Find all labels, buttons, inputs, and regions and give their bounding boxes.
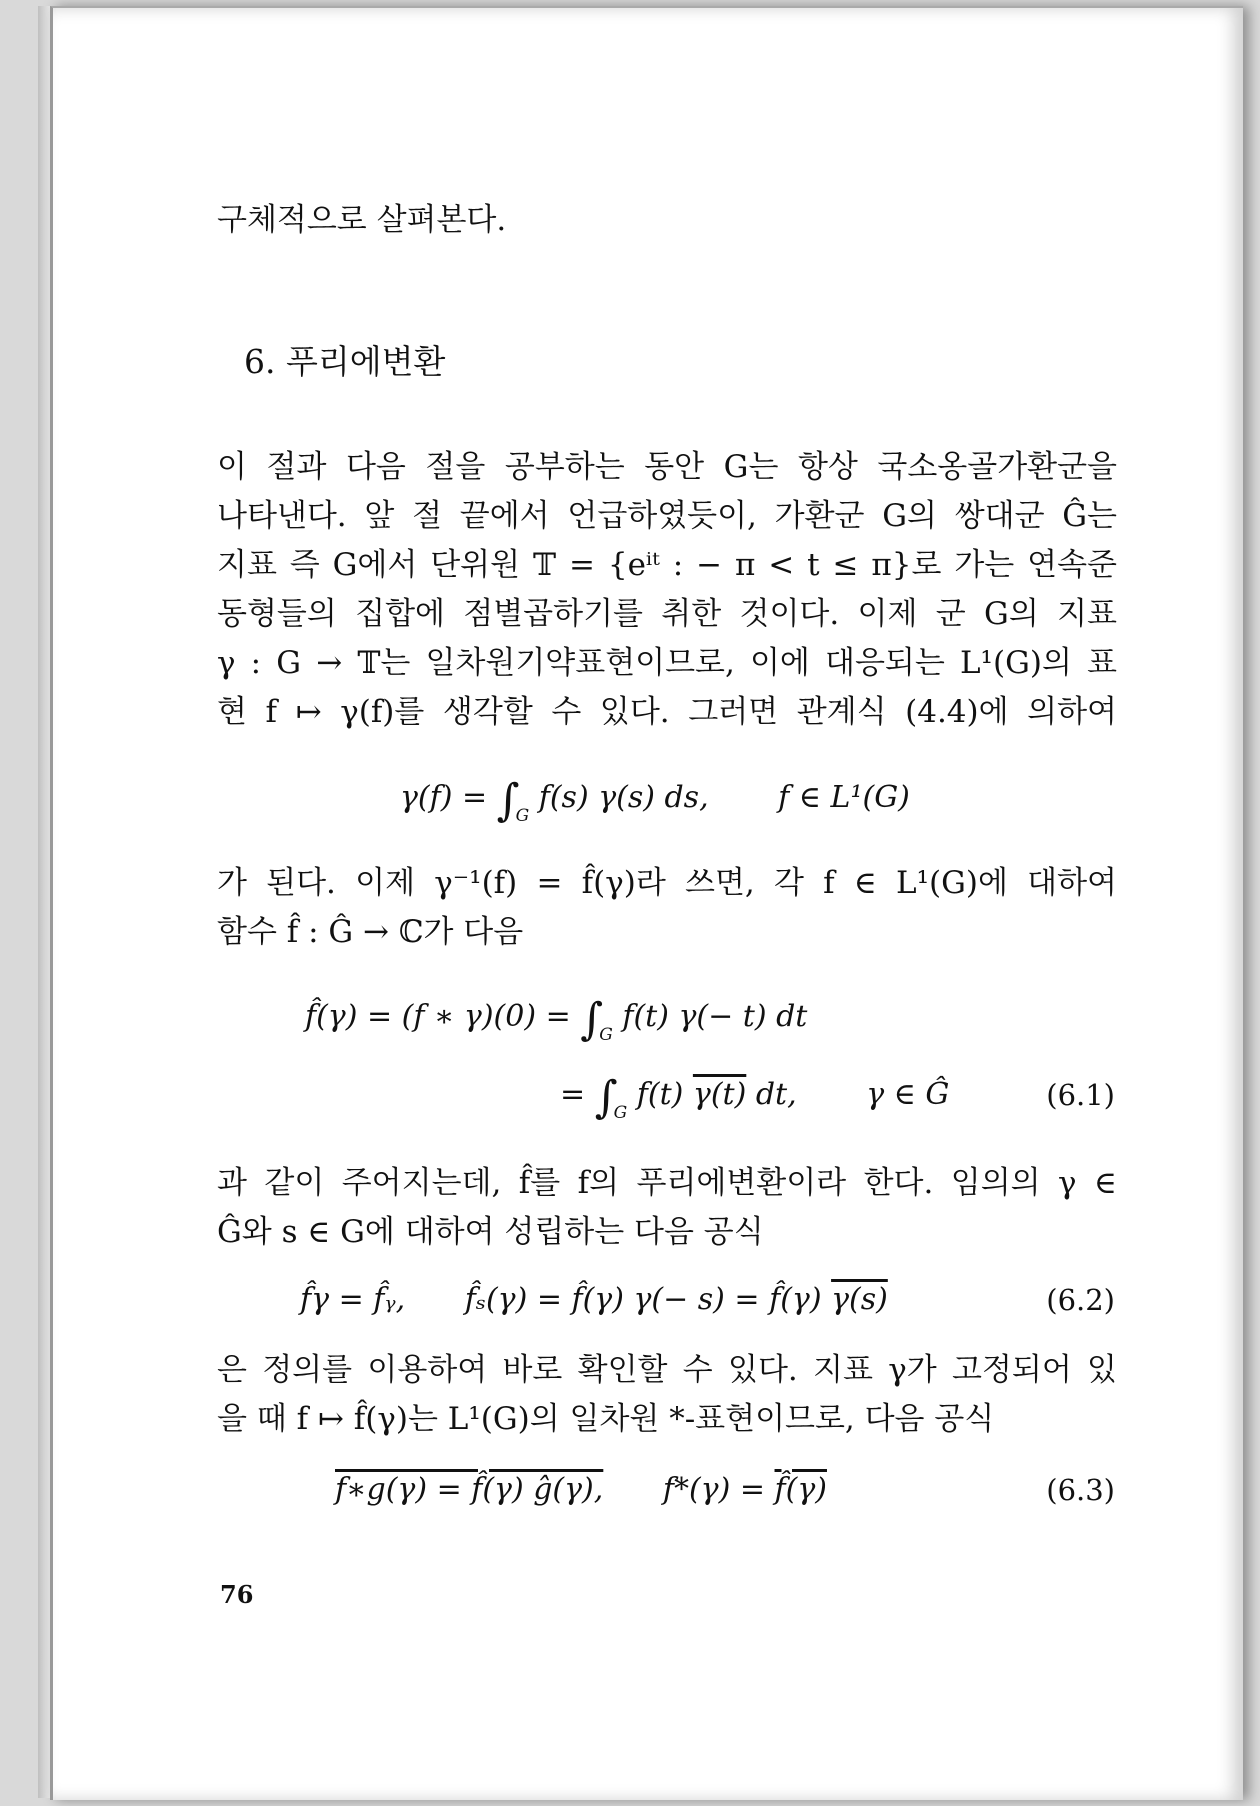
eq3-left: = [560,1077,586,1112]
text-line: 구체적으로 살펴본다. [217,202,507,238]
text-line: Ĝ와 s ∈ G에 대하여 성립하는 다음 공식 [217,1214,764,1250]
integral-subscript: G [613,1103,628,1123]
eq3-body-c: dt, [755,1077,797,1112]
equation-4 [300,1280,888,1320]
text-line: 지표 즉 G에서 단위원 𝕋 = {eⁱᵗ : − π < t ≤ π}로 가는 연속준 [217,547,1117,583]
eq3-body-a: f(t) [636,1077,684,1112]
equation-1 [400,775,910,836]
integral-sign: ∫ [594,1072,618,1123]
text-line: 함수 f̂ : Ĝ → ℂ가 다음 [217,914,524,950]
eq3-body-conj: γ(t) [692,1077,747,1112]
integral-subscript: G [599,1025,613,1045]
text-line: 현 f ↦ γ(f)를 생각할 수 있다. 그러면 관계식 (4.4)에 의하여 [217,694,1117,730]
eq5-a: f∗g(γ) = f̂(γ) ĝ(γ), [335,1472,604,1507]
eq4-a: f̂γ = f̂ᵧ, [300,1282,406,1317]
integral-sign: ∫ [496,775,520,826]
equation-number: (6.2) [1046,1283,1115,1317]
text-line: 동형들의 집합에 점별곱하기를 취한 것이다. 이제 군 G의 지표 [217,596,1117,632]
text-line: γ : G → 𝕋는 일차원기약표현이므로, 이에 대응되는 L¹(G)의 표 [217,645,1117,681]
equation-number: (6.3) [1046,1473,1115,1507]
section-heading: 6. 푸리에변환 [244,342,446,381]
book-page [50,6,1243,1800]
text-line: 이 절과 다음 절을 공부하는 동안 G는 항상 국소옹골가환군을 [217,449,1117,485]
integral-sign: ∫ [580,994,604,1045]
integral-subscript: G [515,806,530,826]
equation-2 [305,994,808,1055]
page-number: 76 [220,1580,254,1609]
eq1-left: γ(f) = [400,780,488,815]
eq1-body: f(s) γ(s) ds, [538,780,709,815]
eq2-left: f̂(γ) = (f ∗ γ)(0) = [305,999,571,1034]
text-line: 을 때 f ↦ f̂(γ)는 L¹(G)의 일차원 *-표현이므로, 다음 공식 [217,1401,995,1437]
text-line: 과 같이 주어지는데, f̂를 f의 푸리에변환이라 한다. 임의의 γ ∈ [217,1165,1117,1201]
text-line: 은 정의를 이용하여 바로 확인할 수 있다. 지표 γ가 고정되어 있 [217,1352,1117,1388]
eq4-conj: γ(s) [831,1282,888,1317]
eq2-body: f(t) γ(− t) dt [622,999,808,1034]
eq5-conj: f̂(γ) [774,1472,827,1507]
text-line: 나타낸다. 앞 절 끝에서 언급하였듯이, 가환군 G의 쌍대군 Ĝ는 [217,498,1117,534]
eq5-b: f*(γ) = [662,1472,765,1507]
text-line: 가 된다. 이제 γ⁻¹(f) = f̂(γ)라 쓰면, 각 f ∈ L¹(G)에 대하여 [217,865,1117,901]
equation-number: (6.1) [1046,1078,1115,1112]
equation-5 [335,1470,827,1510]
eq3-condition: γ ∈ Ĝ [866,1077,950,1112]
eq4-b: f̂ₛ(γ) = f̂(γ) γ(− s) = f̂(γ) [464,1282,822,1317]
equation-3 [560,1072,950,1133]
eq1-condition: f ∈ L¹(G) [778,780,910,815]
